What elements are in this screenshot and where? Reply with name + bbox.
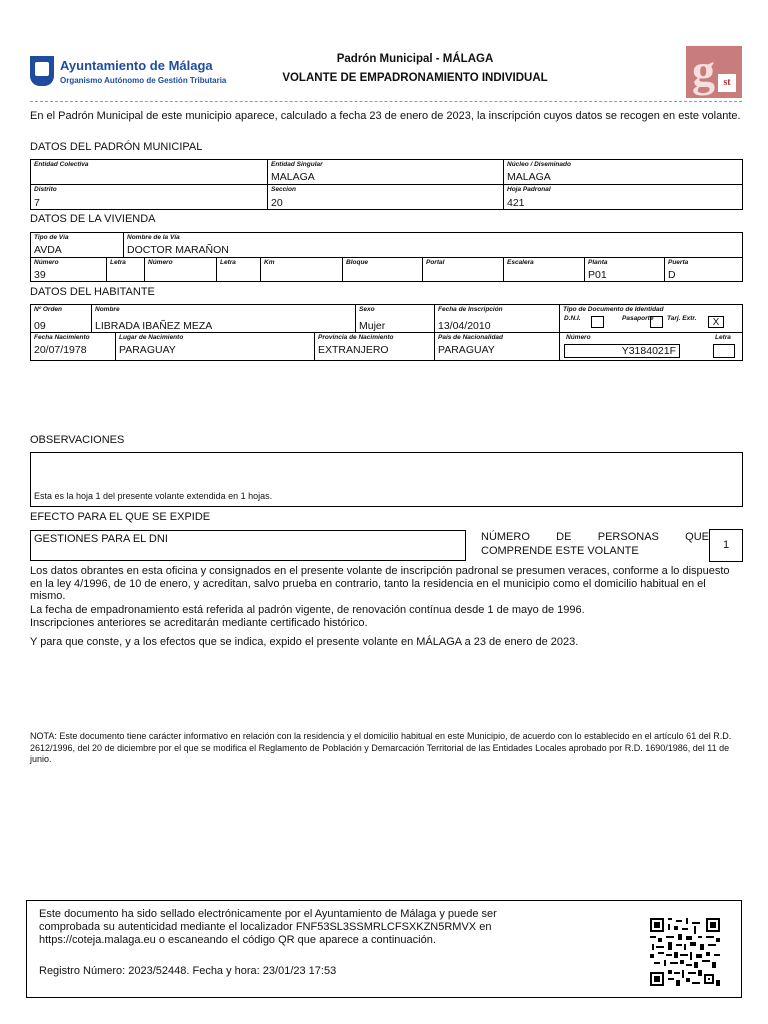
label: País de Nacionalidad bbox=[438, 334, 504, 341]
efecto-value: GESTIONES PARA EL DNI bbox=[34, 533, 168, 545]
value: Mujer bbox=[359, 320, 386, 332]
header-divider bbox=[30, 101, 742, 102]
nucleo-cell bbox=[503, 159, 743, 184]
org-subtitle: Organismo Autónomo de Gestión Tributaria bbox=[60, 76, 227, 85]
value: 20 bbox=[271, 197, 283, 209]
tarjeta-label: Tarj. Extr. bbox=[667, 315, 697, 322]
nombre-cell bbox=[91, 304, 355, 333]
km-cell bbox=[260, 257, 342, 282]
label: Provincia de Nacimiento bbox=[318, 334, 394, 341]
numero-documento-cell bbox=[559, 332, 743, 361]
fecha-nacimiento-cell bbox=[30, 332, 115, 361]
entidad-singular-cell bbox=[267, 159, 503, 184]
personas-count: 1 bbox=[709, 529, 743, 562]
sexo-cell bbox=[355, 304, 434, 333]
label: Lugar de Nacimiento bbox=[119, 334, 184, 341]
bloque-cell bbox=[342, 257, 422, 282]
gst-badge: st bbox=[718, 74, 736, 92]
value: 13/04/2010 bbox=[438, 320, 491, 332]
label: Seccion bbox=[271, 186, 296, 193]
dni-checkbox[interactable] bbox=[591, 316, 604, 328]
observaciones-section-title: OBSERVACIONES bbox=[30, 434, 125, 446]
padron-table bbox=[30, 159, 743, 210]
gst-letter: g bbox=[692, 45, 715, 96]
label: Escalera bbox=[507, 259, 534, 266]
fecha-inscripcion-cell bbox=[434, 304, 559, 333]
org-name: Ayuntamiento de Málaga bbox=[60, 58, 213, 73]
value: PARAGUAY bbox=[119, 344, 176, 356]
label: Número bbox=[566, 334, 591, 341]
habitante-section-title: DATOS DEL HABITANTE bbox=[30, 286, 155, 298]
tipo-documento-cell bbox=[559, 304, 743, 333]
document-title: Padrón Municipal - MÁLAGA bbox=[336, 53, 494, 65]
seccion-cell bbox=[267, 184, 503, 210]
value: DOCTOR MARAÑON bbox=[127, 244, 229, 256]
escalera-cell bbox=[503, 257, 584, 282]
label: Km bbox=[264, 259, 275, 266]
value: 39 bbox=[34, 269, 46, 281]
seal-line-3: https://coteja.malaga.eu o escaneando el código QR que aparece a continuación. bbox=[39, 934, 436, 946]
value: P01 bbox=[588, 269, 607, 281]
value: 09 bbox=[34, 320, 46, 332]
nota-text: NOTA: Este documento tiene carácter informativo en relación con la residencia y el domicilio habitual en este Municipio, de acuerdo con lo establecido en el artículo 61 del R.D. 2612/1996, del 20 de diciembre por el que se modifica el Reglamento de Población y Demarcación Territorial de las Entidades Locales aprobado por R.D. 1690/1986, del 11 de junio. bbox=[30, 731, 732, 764]
pasaporte-label: Pasaporte bbox=[622, 315, 654, 322]
label: Nombre de la Vía bbox=[127, 234, 180, 241]
label: Planta bbox=[588, 259, 608, 266]
label: Distrito bbox=[34, 186, 57, 193]
padron-section-title: DATOS DEL PADRÓN MUNICIPAL bbox=[30, 141, 203, 153]
value: PARAGUAY bbox=[438, 344, 495, 356]
pais-nacionalidad-cell bbox=[434, 332, 559, 361]
entidad-colectiva-cell bbox=[30, 159, 267, 184]
value: 20/07/1978 bbox=[34, 344, 87, 356]
letra2-cell bbox=[216, 257, 260, 282]
value: AVDA bbox=[34, 244, 62, 256]
numero2-cell bbox=[144, 257, 216, 282]
orden-cell bbox=[30, 304, 91, 333]
habitante-table bbox=[30, 304, 743, 361]
label: Sexo bbox=[359, 306, 375, 313]
label: Tipo de Documento de Identidad bbox=[563, 306, 664, 313]
observaciones-text: Esta es la hoja 1 del presente volante extendida en 1 hojas. bbox=[34, 491, 273, 501]
intro-text: En el Padrón Municipal de este municipio aparece, calculado a fecha 23 de enero de 2023, la inscripción cuyos datos se recogen en este volante. bbox=[30, 110, 741, 122]
seal-line-2: comprobada su autenticidad mediante el localizador FNF53SL3SSMRLCFSXKZN5RMVX en bbox=[39, 921, 492, 933]
label: Portal bbox=[426, 259, 445, 266]
legal-paragraph-4: Y para que conste, y a los efectos que se indica, expido el presente volante en MÁLAGA a 23 de enero de 2023. bbox=[30, 636, 579, 648]
label: Número bbox=[148, 259, 173, 266]
letra-documento-value bbox=[713, 344, 735, 358]
puerta-cell bbox=[664, 257, 743, 282]
value: 7 bbox=[34, 197, 40, 209]
value: LIBRADA IBAÑEZ MEZA bbox=[95, 320, 213, 332]
personas-label-1: NÚMERO DE PERSONAS QUE bbox=[481, 531, 709, 543]
label: Número bbox=[34, 259, 59, 266]
label: Nº Orden bbox=[34, 306, 63, 313]
organization-logo bbox=[30, 52, 227, 96]
label: Letra bbox=[220, 259, 236, 266]
electronic-seal-box bbox=[26, 900, 742, 998]
dni-label: D.N.I. bbox=[564, 315, 581, 322]
label: Tipo de Vía bbox=[34, 234, 69, 241]
numero-cell bbox=[30, 257, 106, 282]
personas-label-2: COMPRENDE ESTE VOLANTE bbox=[481, 545, 639, 557]
pasaporte-checkbox[interactable] bbox=[650, 316, 663, 328]
seal-line-1: Este documento ha sido sellado electrónicamente por el Ayuntamiento de Málaga y puede ser bbox=[39, 908, 497, 920]
letra-label: Letra bbox=[715, 334, 731, 341]
qr-code-icon bbox=[650, 918, 720, 986]
value: D bbox=[668, 269, 676, 281]
gst-logo bbox=[686, 46, 742, 98]
vivienda-table bbox=[30, 232, 743, 282]
label: Entidad Singular bbox=[271, 161, 323, 168]
label: Fecha Nacimiento bbox=[34, 334, 90, 341]
registro-text: Registro Número: 2023/52448. Fecha y hora: 23/01/23 17:53 bbox=[39, 965, 337, 977]
distrito-cell bbox=[30, 184, 267, 210]
letra-cell bbox=[106, 257, 144, 282]
value: MALAGA bbox=[271, 171, 315, 183]
label: Núcleo / Diseminado bbox=[507, 161, 571, 168]
numero-documento-value: Y3184021F bbox=[564, 344, 680, 358]
observaciones-box bbox=[30, 452, 743, 507]
tarjeta-checkbox[interactable]: X bbox=[708, 316, 724, 328]
planta-cell bbox=[584, 257, 664, 282]
portal-cell bbox=[422, 257, 503, 282]
label: Puerta bbox=[668, 259, 689, 266]
lugar-nacimiento-cell bbox=[115, 332, 314, 361]
label: Fecha de Inscripción bbox=[438, 306, 503, 313]
value: 421 bbox=[507, 197, 525, 209]
efecto-box bbox=[30, 530, 466, 561]
label: Entidad Colectiva bbox=[34, 161, 89, 168]
label: Hoja Padronal bbox=[507, 186, 551, 193]
vivienda-section-title: DATOS DE LA VIVIENDA bbox=[30, 213, 156, 225]
value: EXTRANJERO bbox=[318, 344, 389, 356]
legal-paragraph-3: Inscripciones anteriores se acreditarán mediante certificado histórico. bbox=[30, 617, 368, 629]
city-shield-icon bbox=[30, 56, 54, 86]
document-subtitle: VOLANTE DE EMPADRONAMIENTO INDIVIDUAL bbox=[282, 72, 548, 84]
legal-paragraph-1: Los datos obrantes en esta oficina y consignados en el presente volante de inscripción padronal se presumen veraces, conforme a lo dispuesto en la ley 4/1996, de 10 de enero, y acreditan, salvo prueba en contrario, tanto la residencia en el municipio como el domicilio habitual en el mismo. bbox=[30, 565, 730, 602]
label: Bloque bbox=[346, 259, 369, 266]
value: MALAGA bbox=[507, 171, 551, 183]
label: Nombre bbox=[95, 306, 120, 313]
label: Letra bbox=[110, 259, 126, 266]
nombre-via-cell bbox=[123, 232, 743, 257]
efecto-section-title: EFECTO PARA EL QUE SE EXPIDE bbox=[30, 511, 211, 523]
legal-paragraph-2: La fecha de empadronamiento está referida al padrón vigente, de renovación contínua desde 1 de mayo de 1996. bbox=[30, 604, 585, 616]
tipo-via-cell bbox=[30, 232, 123, 257]
provincia-nacimiento-cell bbox=[314, 332, 434, 361]
hoja-cell bbox=[503, 184, 743, 210]
